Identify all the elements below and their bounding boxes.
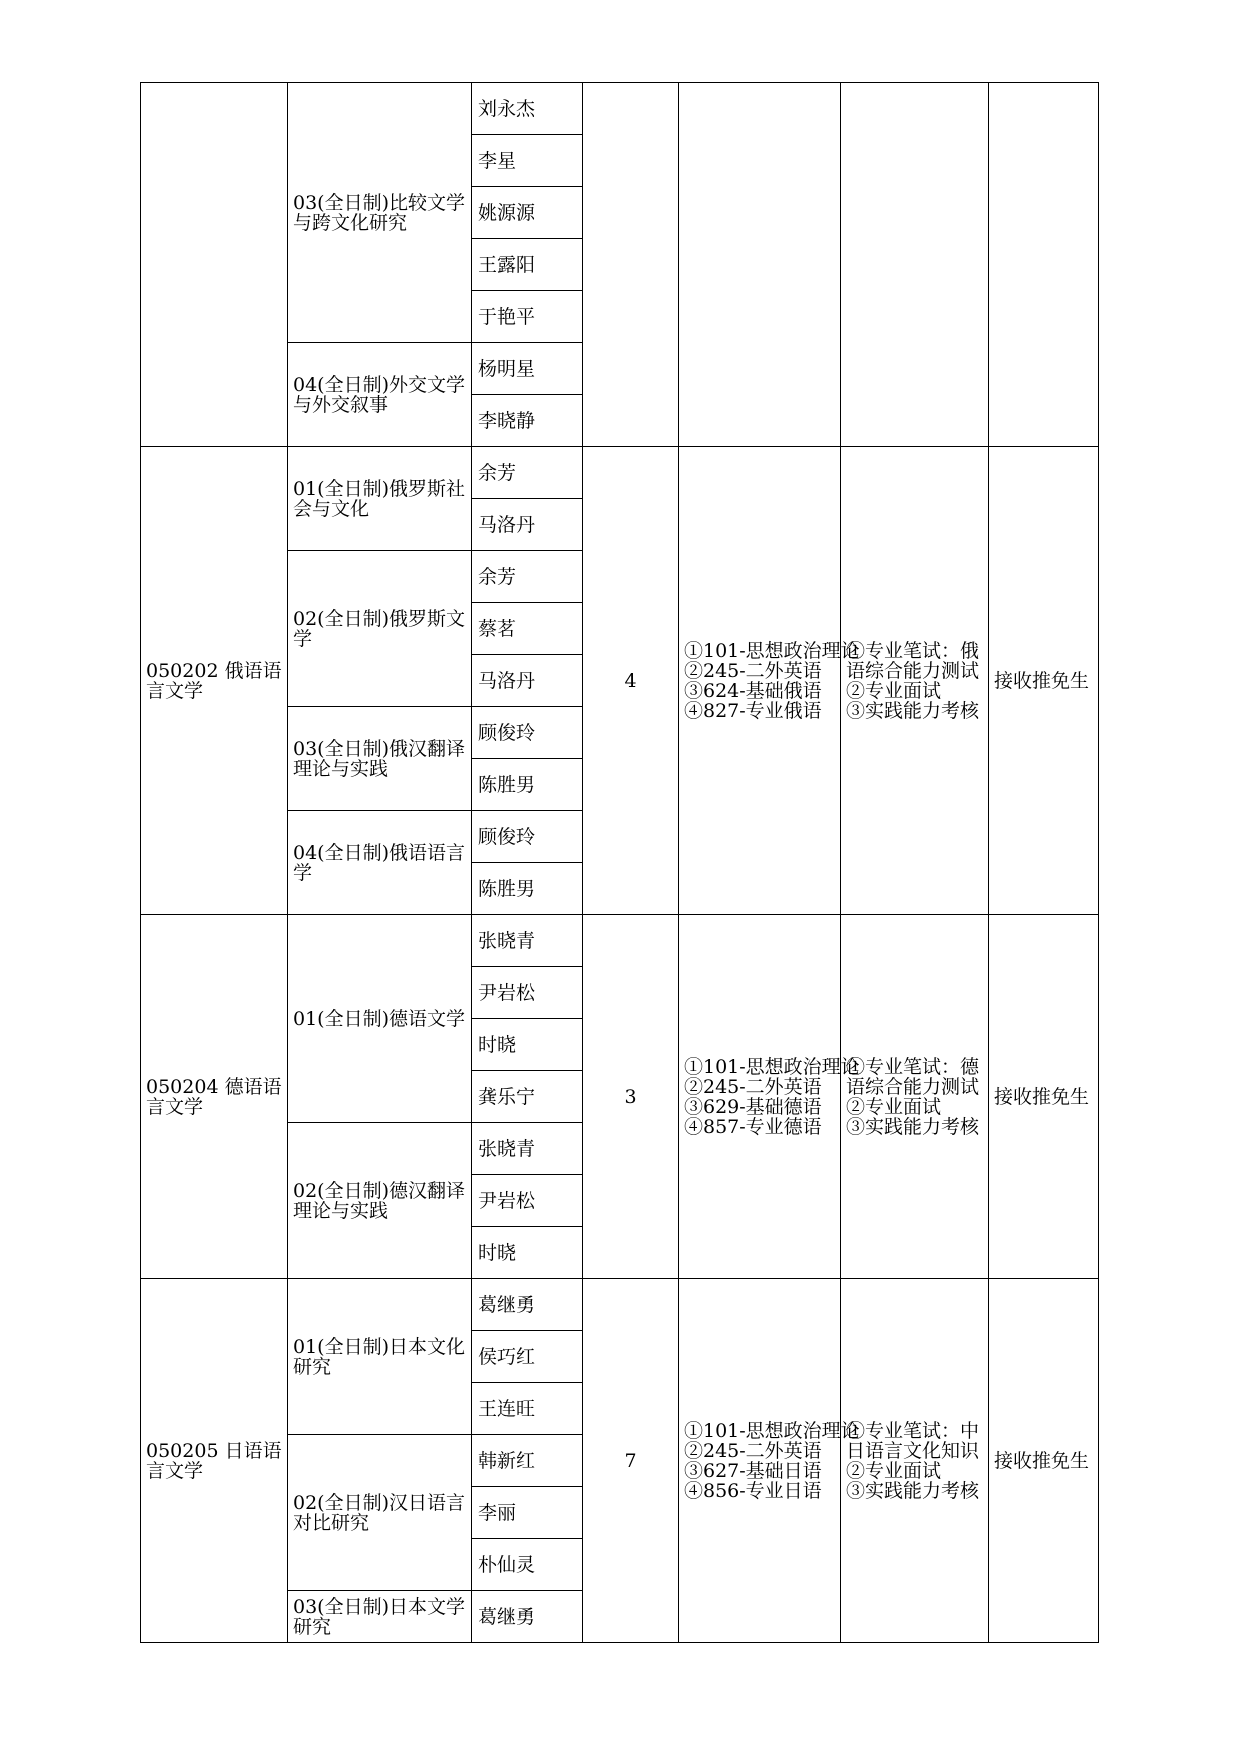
tutor-name-cell: 尹岩松	[472, 1175, 583, 1227]
tutor-name-cell: 尹岩松	[472, 967, 583, 1019]
exam-subject-line: ③627-基础日语	[684, 1459, 822, 1482]
program-code-name-cell	[141, 83, 288, 447]
retest-line: ①专业笔试：俄语综合能力测试	[846, 639, 980, 682]
tutor-name-cell: 陈胜男	[472, 863, 583, 915]
retest-line: ③实践能力考核	[846, 1479, 980, 1502]
remarks-cell: 接收推免生	[989, 447, 1099, 915]
exam-subject-line: ②245-二外英语	[684, 659, 822, 682]
tutor-name-cell: 韩新红	[472, 1435, 583, 1487]
program-code-name-cell: 050205 日语语言文学	[141, 1279, 288, 1643]
tutor-name-cell: 张晓青	[472, 915, 583, 967]
enrollment-count-cell: 7	[583, 1279, 679, 1643]
retest-line: ②专业面试	[846, 1459, 942, 1482]
table-row	[141, 1279, 1099, 1331]
research-direction-cell: 01(全日制)俄罗斯社会与文化	[288, 447, 472, 551]
research-direction-cell: 01(全日制)日本文化研究	[288, 1279, 472, 1435]
retest-line: ②专业面试	[846, 679, 942, 702]
exam-subjects-cell	[679, 447, 860, 915]
research-direction-cell: 01(全日制)德语文学	[288, 915, 472, 1123]
tutor-name-cell: 李晓静	[472, 395, 583, 447]
tutor-name-cell: 姚源源	[472, 187, 583, 239]
research-direction-cell: 03(全日制)俄汉翻译理论与实践	[288, 707, 472, 811]
research-direction-cell: 03(全日制)日本文学研究	[288, 1591, 472, 1643]
retest-line: ③实践能力考核	[846, 1115, 980, 1138]
exam-subject-line: ①101-思想政治理论	[684, 639, 860, 662]
tutor-name-cell: 顾俊玲	[472, 707, 583, 759]
exam-subjects-cell	[679, 83, 841, 447]
table-row	[141, 447, 1099, 499]
tutor-name-cell: 于艳平	[472, 291, 583, 343]
tutor-name-cell: 龚乐宁	[472, 1071, 583, 1123]
tutor-name-cell: 马洛丹	[472, 655, 583, 707]
program-code-name-cell: 050202 俄语语言文学	[141, 447, 288, 915]
retest-cell	[841, 915, 989, 1279]
retest-cell	[841, 83, 989, 447]
research-direction-cell: 03(全日制)比较文学与跨文化研究	[288, 83, 472, 343]
tutor-name-cell: 余芳	[472, 551, 583, 603]
remarks-cell: 接收推免生	[989, 1279, 1099, 1643]
tutor-name-cell: 顾俊玲	[472, 811, 583, 863]
enrollment-count-cell: 3	[583, 915, 679, 1279]
exam-subject-line: ④857-专业德语	[684, 1115, 822, 1138]
retest-line: ①专业笔试：德语综合能力测试	[846, 1055, 980, 1098]
tutor-name-cell: 朴仙灵	[472, 1539, 583, 1591]
exam-subject-line: ①101-思想政治理论	[684, 1419, 860, 1442]
tutor-name-cell: 时晓	[472, 1227, 583, 1279]
exam-subject-line: ④827-专业俄语	[684, 699, 822, 722]
exam-subject-line: ②245-二外英语	[684, 1075, 822, 1098]
enrollment-catalog-sheet	[140, 82, 1098, 1643]
retest-cell	[841, 1279, 989, 1643]
retest-line: ②专业面试	[846, 1095, 942, 1118]
enrollment-count-cell: 4	[583, 447, 679, 915]
tutor-name-cell: 葛继勇	[472, 1591, 583, 1643]
enrollment-count-cell	[583, 83, 679, 447]
research-direction-cell: 04(全日制)外交文学与外交叙事	[288, 343, 472, 447]
tutor-name-cell: 王露阳	[472, 239, 583, 291]
tutor-name-cell: 余芳	[472, 447, 583, 499]
tutor-name-cell: 陈胜男	[472, 759, 583, 811]
tutor-name-cell: 蔡茗	[472, 603, 583, 655]
exam-subject-line: ①101-思想政治理论	[684, 1055, 860, 1078]
tutor-name-cell: 李星	[472, 135, 583, 187]
retest-cell	[841, 447, 989, 915]
exam-subject-line: ③624-基础俄语	[684, 679, 822, 702]
enrollment-table	[140, 82, 1099, 1643]
tutor-name-cell: 时晓	[472, 1019, 583, 1071]
exam-subjects-cell	[679, 1279, 860, 1643]
research-direction-cell: 02(全日制)德汉翻译理论与实践	[288, 1123, 472, 1279]
tutor-name-cell: 王连旺	[472, 1383, 583, 1435]
retest-line: ①专业笔试：中日语言文化知识	[846, 1419, 980, 1462]
research-direction-cell: 02(全日制)汉日语言对比研究	[288, 1435, 472, 1591]
retest-line: ③实践能力考核	[846, 699, 980, 722]
program-code-name-cell: 050204 德语语言文学	[141, 915, 288, 1279]
tutor-name-cell: 葛继勇	[472, 1279, 583, 1331]
table-row	[141, 83, 1099, 135]
tutor-name-cell: 马洛丹	[472, 499, 583, 551]
exam-subject-line: ④856-专业日语	[684, 1479, 822, 1502]
exam-subject-line: ③629-基础德语	[684, 1095, 822, 1118]
research-direction-cell: 04(全日制)俄语语言学	[288, 811, 472, 915]
tutor-name-cell: 侯巧红	[472, 1331, 583, 1383]
enrollment-table-body	[141, 83, 1099, 1643]
tutor-name-cell: 刘永杰	[472, 83, 583, 135]
table-row	[141, 915, 1099, 967]
exam-subject-line: ②245-二外英语	[684, 1439, 822, 1462]
remarks-cell	[989, 83, 1099, 447]
remarks-cell: 接收推免生	[989, 915, 1099, 1279]
research-direction-cell: 02(全日制)俄罗斯文学	[288, 551, 472, 707]
exam-subjects-cell	[679, 915, 860, 1279]
tutor-name-cell: 李丽	[472, 1487, 583, 1539]
tutor-name-cell: 杨明星	[472, 343, 583, 395]
tutor-name-cell: 张晓青	[472, 1123, 583, 1175]
